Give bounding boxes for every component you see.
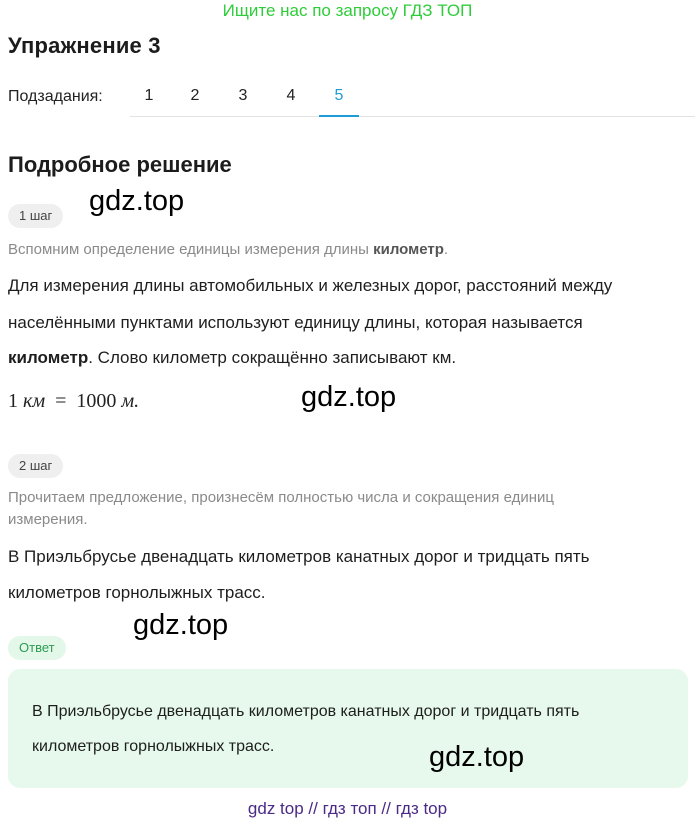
step1-text-line-1: Для измерения длины автомобильных и железных дорог, расстояний между — [8, 276, 613, 295]
math-right-unit: м. — [121, 390, 140, 412]
step1-hint-suffix: . — [443, 241, 449, 258]
step2-hint-line-1: Прочитаем предложение, произнесём полностью числа и сокращения единиц — [8, 489, 554, 506]
solution-title: Подробное решение — [8, 152, 232, 177]
math-left-unit: км — [23, 390, 46, 412]
watermark: gdz.top — [301, 381, 397, 413]
step1-text-rest: . Слово километр сокращённо записывают км. — [88, 348, 457, 367]
answer-text-line-2: километров горнолыжных трасс. — [32, 738, 275, 755]
subtask-tab-5[interactable]: 5 — [319, 76, 359, 117]
step2-hint-line-2: измерения. — [8, 511, 88, 528]
step1-text-bold: километр — [8, 348, 89, 367]
step1-hint — [8, 239, 448, 261]
watermark: gdz.top — [89, 185, 185, 217]
watermark: gdz.top — [133, 609, 229, 641]
step-badge-1: 1 шаг — [8, 204, 63, 228]
step2-text-line-1: В Приэльбрусье двенадцать километров канатных дорог и тридцать пять — [8, 547, 590, 566]
answer-box — [8, 669, 688, 788]
math-formula — [8, 390, 139, 413]
subtask-tab-3[interactable]: 3 — [238, 87, 248, 104]
subtasks-label: Подзадания: — [8, 88, 103, 105]
step1-hint-prefix: Вспомним определение единицы измерения длины — [8, 241, 374, 258]
math-right-num: 1000 — [76, 390, 117, 412]
step1-text-line-2: населёнными пунктами используют единицу длины, которая называется — [8, 313, 583, 332]
math-eq: = — [55, 390, 67, 412]
subtask-tab-2[interactable]: 2 — [190, 87, 200, 104]
answer-text-line-1: В Приэльбрусье двенадцать километров канатных дорог и тридцать пять — [32, 703, 580, 720]
step1-hint-bold: километр — [373, 241, 444, 258]
subtask-tab-1[interactable]: 1 — [144, 87, 154, 104]
step-badge-2: 2 шаг — [8, 454, 63, 478]
subtask-tabs — [130, 76, 695, 117]
watermark: gdz.top — [429, 741, 525, 773]
step1-text-line-3 — [8, 348, 456, 368]
step2-text-line-2: километров горнолыжных трасс. — [8, 583, 266, 602]
exercise-title: Упражнение 3 — [8, 33, 161, 58]
math-left-num: 1 — [8, 390, 18, 412]
footer-links[interactable]: gdz top // гдз топ // гдз top — [247, 799, 448, 818]
promo-link[interactable]: Ищите нас по запросу ГДЗ ТОП — [222, 1, 473, 20]
subtask-tab-4[interactable]: 4 — [286, 87, 296, 104]
answer-badge: Ответ — [8, 636, 66, 660]
